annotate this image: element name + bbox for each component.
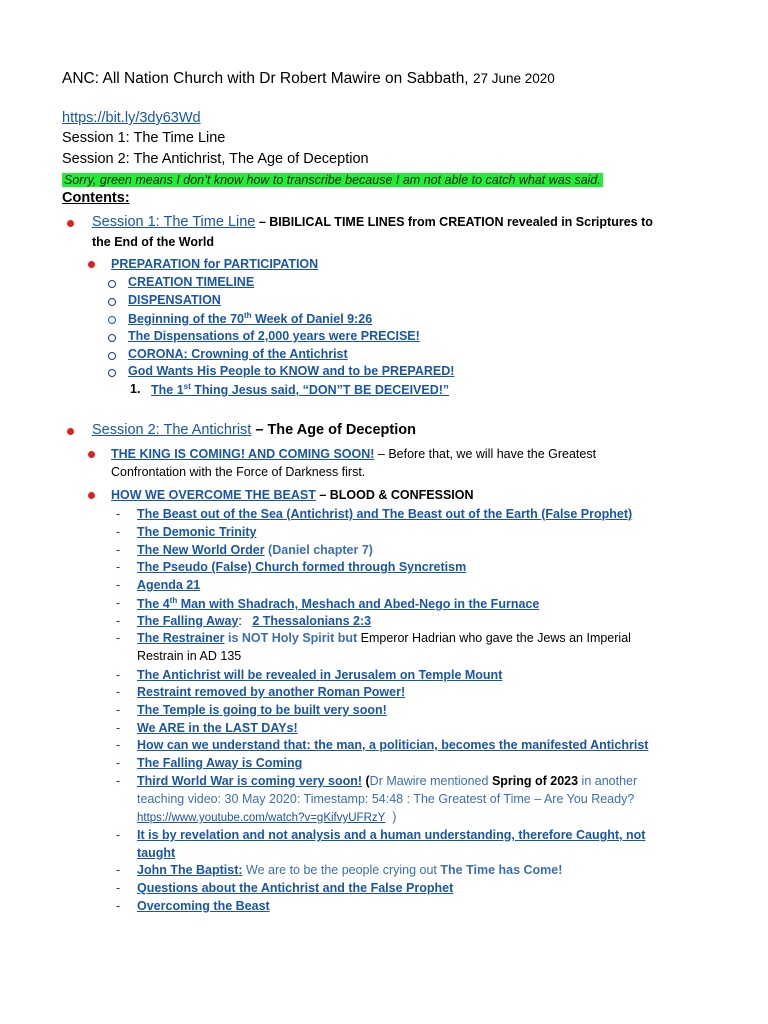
toc-item[interactable]: The Dispensations of 2,000 years were PRECISE! [128,329,420,343]
dash-marker: - [116,756,121,770]
session1-heading: Session 1: The Time Line [62,130,226,146]
dash-marker: - [116,507,121,521]
list-number: 1. [130,382,141,396]
contents-heading: Contents: [62,190,130,206]
toc-item[interactable]: We ARE in the LAST DAYs! [137,721,298,735]
ww3-line2: teaching video: 30 May 2020: Timestamp: 54:48 : The Greatest of Time – Are You Ready? [137,792,635,806]
toc-item[interactable]: The Demonic Trinity [137,525,257,539]
toc-item[interactable]: Beginning of the 70th Week of Daniel 9:26 [128,311,373,327]
document-page: ANC: All Nation Church with Dr Robert Mawire on Sabbath, 27 June 2020 https://bit.ly/3dy63Wd Session 1: The Time Line Session 2: The Antichrist, The Age of Deception Sorry, green means I don’t know how to transcribe because I am not able to catch what was said. Contents: Session 1: The Time Line – BIBILICAL TIME LINES from CREATION revealed in Scriptures to the End of the World PREPARATION for PARTICIPATION CREATION TIMELINE DISPENSATION Beginning of the 70th Week of Daniel 9:26 The Dispensations of 2,000 years were PRECISE! CORONA: Crowning of the Antichrist God Wants His People to KNOW and to be PREPARED! 1. The 1st Thing Jesus said, “DON”T BE DECEIVED!” Session 2: The Antichrist – The Age of Deception THE KING IS COMING! AND COMING SOON! – Before that, we will have the Greatest Confrontation with the Force of Darkness first. HOW WE OVERCOME THE BEAST – BLOOD & CONFESSION - The Beast out of the Sea (Antichrist) and The Beast out of the Earth (False Prophet) - The Demonic Trinity - The New World Order (Daniel chapter 7) - The Pseudo (False) Church formed through Syncretism - Agenda 21 - The 4th Man with Shadrach, Meshach and Abed-Nego in the Furnace - The Falling Away: 2 Thessalonians 2:3 - The Restrainer is NOT Holy Spirit but Emperor Hadrian who gave the Jews an Imperial Restrain in AD 135 - The Antichrist will be revealed in Jerusalem on Temple Mount - Restraint removed by another Roman Power! - The Temple is going to be built very soon! - We ARE in the LAST DAYs! - How can we understand that: the man, a politician, becomes the manifested Antichrist - The Falling Away is Coming - Third World War is coming very soon! (Dr Mawire mentioned Spring of 2023 in another teaching video: 30 May 2020: Timestamp: 54:48 : The Greatest of Time – Are You Ready? https://www.youtube.com/watch?v=gKifvyUFRzY ) - It is by revelation and not analysis and a human understanding, therefore Caught, not taught - John The Baptist: We are to be the people crying out The Time has Come! - Questions about the Antichrist and the False Prophet - Overcoming the Beast [62,70,653,913]
dash-marker: - [116,828,121,842]
bullet-icon [88,492,95,499]
toc-item-cont[interactable]: taught [137,846,176,860]
bitly-link[interactable]: https://bit.ly/3dy63Wd [62,110,201,126]
sub1-text-line2: Confrontation with the Force of Darkness first. [111,465,366,479]
title-date: 27 June 2020 [472,71,555,86]
dash-marker: - [116,721,121,735]
circle-bullet-icon [108,298,116,306]
session2-heading: Session 2: The Antichrist, The Age of Deception [62,151,369,167]
scripture-link[interactable]: 2 Thessalonians 2:3 [252,614,372,628]
toc-item[interactable]: Third World War is coming very soon! [137,774,363,788]
toc-item[interactable]: Questions about the Antichrist and the False Prophet [137,881,454,895]
toc-item[interactable]: The Antichrist will be revealed in Jerusalem on Temple Mount [137,668,503,682]
toc-item[interactable]: Overcoming the Beast [137,899,270,913]
dash-marker: - [116,881,121,895]
king-coming-link[interactable]: THE KING IS COMING! AND COMING SOON! [111,447,375,461]
document-title: ANC: All Nation Church with Dr Robert Mawire on Sabbath, 27 June 2020 [62,70,555,87]
toc-item[interactable]: The Pseudo (False) Church formed through Syncretism [137,560,467,574]
dash-marker: - [116,685,121,699]
dash-marker: - [116,614,121,628]
toc-item[interactable]: The Restrainer [137,631,225,645]
toc-item[interactable]: The New World Order [137,543,265,557]
toc-item[interactable]: Agenda 21 [137,578,201,592]
preparation-link[interactable]: PREPARATION for PARTICIPATION [111,257,319,271]
restrainer-line2: Restrain in AD 135 [137,649,242,663]
toc-item[interactable]: God Wants His People to KNOW and to be PREPARED! [128,364,455,378]
section2-desc: – The Age of Deception [251,422,416,438]
dash-marker: - [116,774,121,788]
section1-line1 [92,214,653,230]
circle-bullet-icon [108,369,116,377]
section2-line [92,422,416,438]
bullet-icon [88,261,95,268]
dash-marker: - [116,560,121,574]
toc-item[interactable]: DISPENSATION [128,293,221,307]
dash-marker: - [116,578,121,592]
dash-marker: - [116,543,121,557]
bullet-icon [67,220,74,227]
dash-marker: - [116,899,121,913]
dash-marker: - [116,525,121,539]
toc-item[interactable]: It is by revelation and not analysis and a human understanding, therefore Caught, not [137,828,646,842]
toc-item[interactable]: The 4th Man with Shadrach, Meshach and Abed-Nego in the Furnace [137,596,540,612]
dash-marker: - [116,863,121,877]
dash-marker: - [116,631,121,645]
section2-link[interactable]: Session 2: The Antichrist [92,422,252,438]
section1-desc: – BIBILICAL TIME LINES from CREATION revealed in Scriptures to [255,215,653,229]
circle-bullet-icon [108,352,116,360]
section1-desc-line2: the End of the World [92,235,214,249]
dash-marker: - [116,668,121,682]
dash-marker: - [116,703,121,717]
dash-marker: - [116,596,121,610]
transcription-note: Sorry, green means I don’t know how to transcribe because I am not able to catch what was said. [64,173,601,187]
toc-item[interactable]: Restraint removed by another Roman Power! [137,685,406,699]
bullet-icon [67,428,74,435]
toc-item[interactable]: The 1st Thing Jesus said, “DON”T BE DECEIVED!” [151,382,450,398]
toc-item[interactable]: CORONA: Crowning of the Antichrist [128,347,348,361]
toc-item[interactable]: John The Baptist: [137,863,243,877]
toc-item[interactable]: The Beast out of the Sea (Antichrist) and The Beast out of the Earth (False Prophet) [137,507,633,521]
circle-bullet-icon [108,280,116,288]
circle-bullet-icon [108,316,116,324]
section1-link[interactable]: Session 1: The Time Line [92,214,256,230]
toc-item[interactable]: The Falling Away [137,614,239,628]
toc-item[interactable]: The Falling Away is Coming [137,756,303,770]
toc-item[interactable]: The Temple is going to be built very soon! [137,703,387,717]
bullet-icon [88,451,95,458]
toc-item[interactable]: How can we understand that: the man, a politician, becomes the manifested Antichrist [137,738,649,752]
toc-item[interactable]: CREATION TIMELINE [128,275,255,289]
dash-marker: - [116,738,121,752]
overcome-beast-link[interactable]: HOW WE OVERCOME THE BEAST [111,488,316,502]
youtube-link[interactable]: https://www.youtube.com/watch?v=gKifvyUFRzY [137,812,386,824]
circle-bullet-icon [108,334,116,342]
